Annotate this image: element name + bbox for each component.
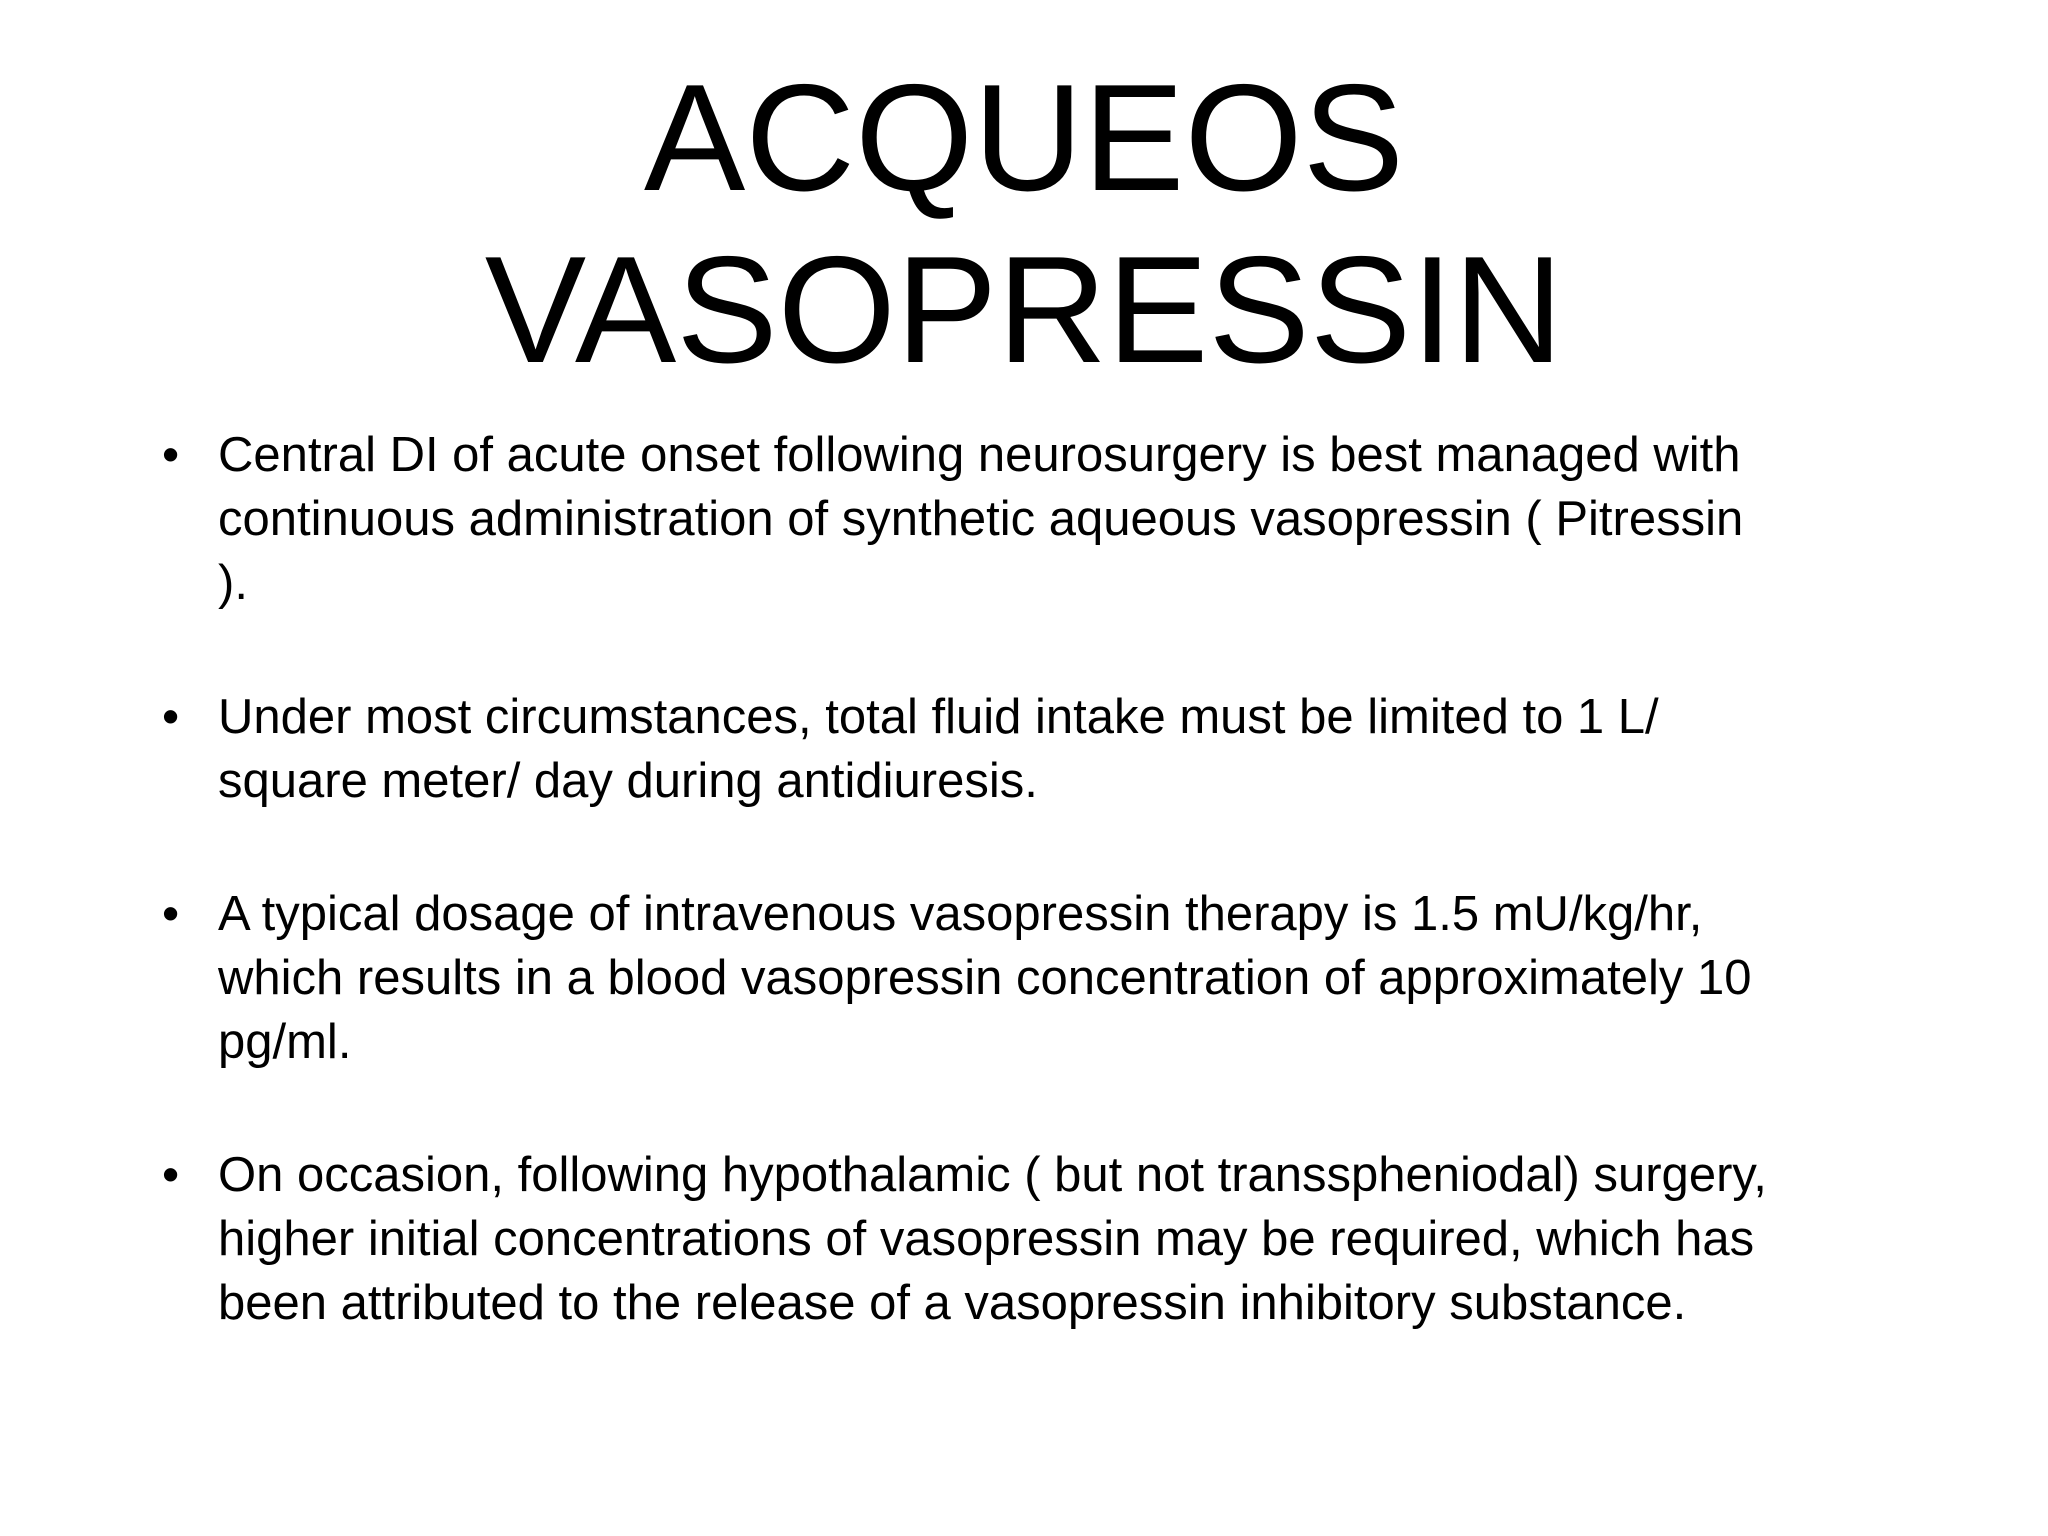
bullet-3-line-1: A typical dosage of intravenous vasopressin therapy is 1.5 mU/kg/hr, xyxy=(218,887,1703,941)
title-line-2: VASOPRESSIN xyxy=(484,225,1564,395)
bullet-item-4 xyxy=(162,1143,1938,1335)
bullet-1-line-3: ). xyxy=(218,556,248,610)
bullet-dot-icon: • xyxy=(162,428,180,482)
bullet-dot-icon: • xyxy=(162,887,180,941)
bullet-dot-icon: • xyxy=(162,1148,180,1202)
bullet-2-line-2: square meter/ day during antidiuresis. xyxy=(218,754,1038,808)
title-line-1: ACQUEOS xyxy=(643,53,1405,223)
slide-title xyxy=(0,52,2048,396)
bullet-1-line-2: continuous administration of synthetic aqueous vasopressin ( Pitressin xyxy=(218,492,1744,546)
bullet-dot-icon: • xyxy=(162,690,180,744)
bullet-item-2 xyxy=(162,685,1938,813)
bullet-item-3 xyxy=(162,882,1938,1074)
bullet-3-line-3: pg/ml. xyxy=(218,1015,352,1069)
bullet-4-line-2: higher initial concentrations of vasopressin may be required, which has xyxy=(218,1212,1755,1266)
bullet-3-line-2: which results in a blood vasopressin concentration of approximately 10 xyxy=(218,951,1752,1005)
bullet-2-line-1: Under most circumstances, total fluid intake must be limited to 1 L/ xyxy=(218,690,1659,744)
bullet-4-line-1: On occasion, following hypothalamic ( but not transspheniodal) surgery, xyxy=(218,1148,1767,1202)
bullet-1-line-1: Central DI of acute onset following neurosurgery is best managed with xyxy=(218,428,1741,482)
bullet-4-line-3: been attributed to the release of a vasopressin inhibitory substance. xyxy=(218,1276,1687,1330)
bullet-item-1 xyxy=(162,423,1938,615)
